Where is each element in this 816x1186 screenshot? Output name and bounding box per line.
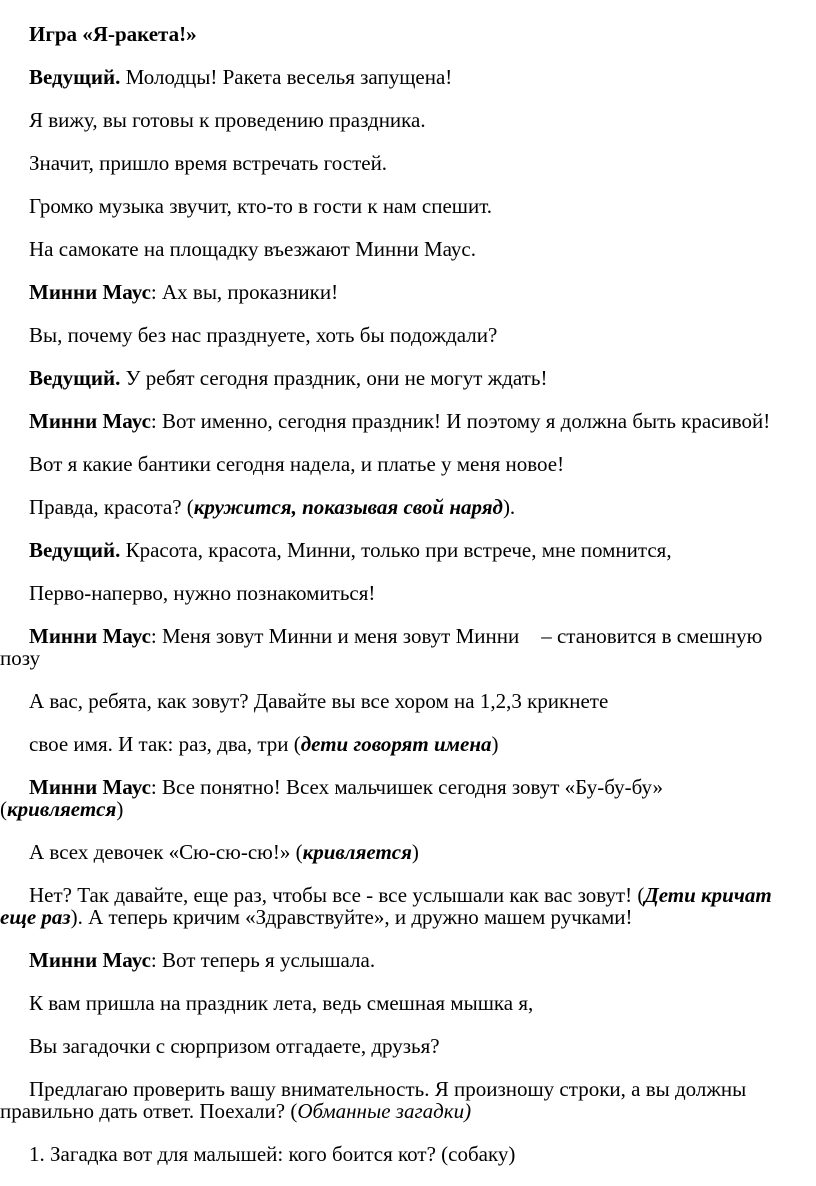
paragraph: Вы, почему без нас празднуете, хоть бы подождали? (29, 323, 498, 347)
paragraph: Правда, красота? (кружится, показывая свой наряд). (29, 495, 516, 519)
paragraph: Перво-наперво, нужно познакомиться! (29, 581, 376, 605)
stage-direction: Дети кричат (644, 883, 772, 907)
paragraph: А вас, ребята, как зовут? Давайте вы все хором на 1,2,3 крикнете (29, 689, 609, 713)
speaker-label: Ведущий. (29, 65, 121, 89)
paragraph: свое имя. И так: раз, два, три (дети говорят имена) (29, 732, 499, 756)
paragraph: Вот я какие бантики сегодня надела, и платье у меня новое! (29, 452, 565, 476)
paragraph: Минни Маус: Вот именно, сегодня праздник! И поэтому я должна быть красивой! (29, 409, 771, 433)
speaker-label: Ведущий. (29, 366, 121, 390)
paragraph-continuation: позу (0, 646, 41, 670)
paragraph: Я вижу, вы готовы к проведению праздника. (29, 108, 426, 132)
paragraph: Вы загадочки с сюрпризом отгадаете, друзья? (29, 1034, 440, 1058)
stage-direction: дети говорят имена (300, 732, 492, 756)
paragraph: Ведущий. Молодцы! Ракета веселья запущена! (29, 65, 453, 89)
stage-direction: кривляется (302, 840, 412, 864)
speaker-label: Минни Маус (29, 280, 151, 304)
doc-title: Игра «Я-ракета!» (29, 22, 197, 46)
stage-direction: кривляется (7, 797, 117, 821)
paragraph: На самокате на площадку въезжают Минни Маус. (29, 237, 476, 261)
speaker-label: Минни Маус (29, 775, 151, 799)
speaker-label: Ведущий. (29, 538, 121, 562)
paragraph-continuation: правильно дать ответ. Поехали? (Обманные загадки) (0, 1099, 472, 1123)
stage-direction: Обманные загадки) (297, 1099, 472, 1123)
paragraph: К вам пришла на праздник лета, ведь смешная мышка я, (29, 991, 534, 1015)
paragraph: Громко музыка звучит, кто-то в гости к нам спешит. (29, 194, 493, 218)
speaker-label: Минни Маус (29, 624, 151, 648)
paragraph: Ведущий. У ребят сегодня праздник, они не могут ждать! (29, 366, 548, 390)
paragraph-continuation: (кривляется) (0, 797, 124, 821)
paragraph: Ведущий. Красота, красота, Минни, только при встрече, мне помнится, (29, 538, 672, 562)
paragraph: Значит, пришло время встречать гостей. (29, 151, 388, 175)
stage-direction: еще раз (0, 905, 71, 929)
paragraph: Минни Маус: Меня зовут Минни и меня зовут Минни – становится в смешную (29, 624, 763, 648)
paragraph: А всех девочек «Сю-сю-сю!» (кривляется) (29, 840, 419, 864)
paragraph: Минни Маус: Все понятно! Всех мальчишек сегодня зовут «Бу-бу-бу» (29, 775, 663, 799)
paragraph: Нет? Так давайте, еще раз, чтобы все - все услышали как вас зовут! (Дети кричат (29, 883, 772, 907)
paragraph: Предлагаю проверить вашу внимательность. Я произношу строки, а вы должны (29, 1077, 747, 1101)
speaker-label: Минни Маус (29, 409, 151, 433)
speaker-label: Минни Маус (29, 948, 151, 972)
paragraph: Минни Маус: Ах вы, проказники! (29, 280, 339, 304)
stage-direction: кружится, показывая свой наряд (193, 495, 503, 519)
paragraph: 1. Загадка вот для малышей: кого боится кот? (собаку) (29, 1142, 516, 1166)
paragraph-continuation: еще раз). А теперь кричим «Здравствуйте», и дружно машем ручками! (0, 905, 633, 929)
paragraph: Минни Маус: Вот теперь я услышала. (29, 948, 376, 972)
